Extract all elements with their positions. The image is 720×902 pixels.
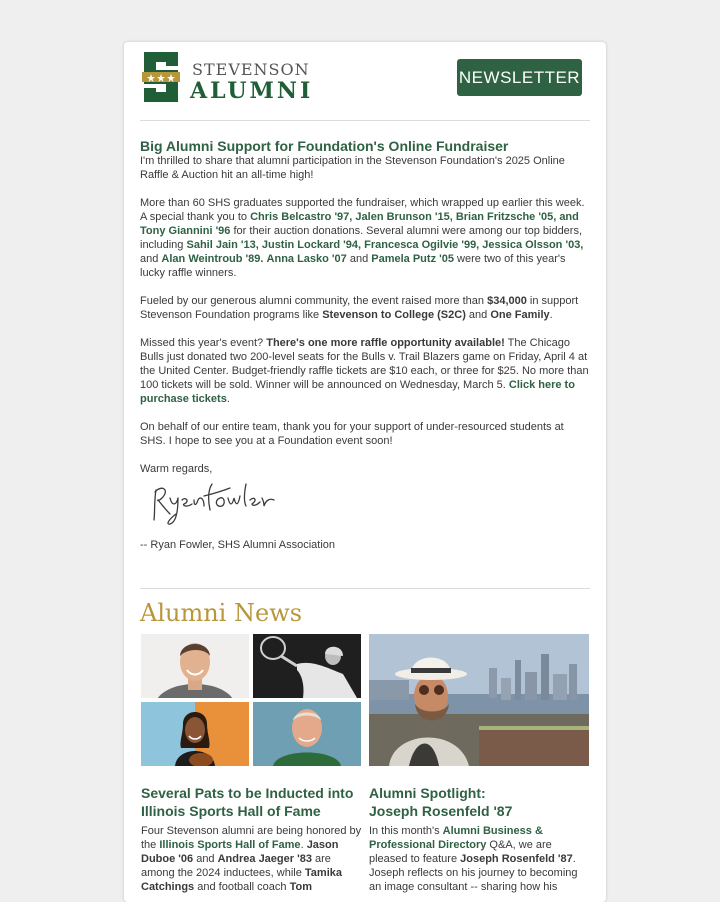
- photo-football-coach: [253, 702, 361, 766]
- winner-name-1: Anna Lasko '07: [266, 253, 347, 265]
- logo-text-stevenson: STEVENSON: [192, 60, 310, 79]
- text: .: [226, 393, 230, 405]
- text: More than 60 SHS graduates supported the fundraiser, which wrapped up earlier this week. A special thank you to: [140, 197, 585, 223]
- title-line-2: Joseph Rosenfeld '87: [369, 803, 513, 819]
- hall-of-fame-link[interactable]: Illinois Sports Hall of Fame: [159, 839, 301, 851]
- inductee-name: Andrea Jaeger '83: [217, 853, 312, 865]
- inductee-name: Tom: [289, 881, 312, 893]
- alumni-news-title: Alumni News: [140, 599, 303, 627]
- text: and: [193, 853, 218, 865]
- article-paragraph-3: [140, 294, 590, 322]
- text: in support Stevenson Foundation programs like: [140, 295, 579, 321]
- newsletter-badge[interactable]: NEWSLETTER: [457, 59, 582, 96]
- article-headline: Big Alumni Support for Foundation's Online Fundraiser: [140, 138, 509, 154]
- story-hall-of-fame: [141, 784, 363, 894]
- bidder-names: Sahil Jain '13, Justin Lockard '94, Francesca Ogilvie '99, Jessica Olsson '03,: [186, 239, 584, 251]
- text: and: [465, 309, 491, 321]
- program-name-one-family: One Family: [490, 309, 550, 321]
- text: for their auction donations. Several alumni were among our top bidders, including: [140, 225, 583, 251]
- main-article: [140, 138, 590, 566]
- text: In this month's: [369, 825, 443, 837]
- raffle-callout: There's one more raffle opportunity available!: [266, 337, 505, 349]
- text: The Chicago Bulls just donated two 200-level seats for the Bulls v. Trail Blazers game on Friday, April 4 at the United Center. Budget-friendly raffle tickets are $10 each, or three for $25. No more than 100 tickets will be sold. Winner will be announced on Wednesday, March 5.: [140, 337, 589, 391]
- photo-joseph-rosenfeld: [369, 634, 589, 766]
- bidder-name-last: Alan Weintroub '89.: [161, 253, 264, 265]
- text: are among the 2024 inductees, while: [141, 853, 331, 879]
- featured-alumnus-name: Joseph Rosenfeld '87: [460, 853, 573, 865]
- signature: [140, 480, 590, 532]
- inductee-name: Tamika Catchings: [141, 867, 342, 893]
- amount-raised: $34,000: [487, 295, 527, 307]
- text: Missed this year's event?: [140, 337, 267, 349]
- article-paragraph-4: [140, 336, 590, 406]
- text: Four Stevenson alumni are being honored by the: [141, 825, 362, 851]
- header-divider: [140, 120, 590, 121]
- header: [140, 48, 590, 112]
- text: and: [140, 253, 162, 265]
- program-name-s2c: Stevenson to College (S2C): [322, 309, 466, 321]
- photo-tamika-catchings: [141, 702, 249, 766]
- winner-name-2: Pamela Putz '05: [371, 253, 454, 265]
- text: Q&A, we are pleased to feature: [369, 839, 552, 865]
- title-line-1: Alumni Spotlight:: [369, 785, 486, 801]
- text: and: [346, 253, 372, 265]
- purchase-tickets-link[interactable]: Click here to purchase tickets: [140, 379, 575, 405]
- text: .: [300, 839, 307, 851]
- signoff: -- Ryan Fowler, SHS Alumni Association: [140, 539, 336, 551]
- text: . Joseph reflects on his journey to becoming an image consultant -- sharing how his: [369, 853, 578, 893]
- story-body-hall-of-fame: [141, 824, 363, 894]
- photo-andrea-jaeger: [253, 634, 361, 698]
- photo-jason-duboe: [141, 634, 249, 698]
- article-paragraph-2: [140, 196, 590, 280]
- business-directory-link[interactable]: Alumni Business & Professional Directory: [369, 825, 543, 851]
- text: and football coach: [194, 881, 290, 893]
- newsletter-card: [124, 42, 606, 902]
- logo-text-alumni: ALUMNI: [190, 78, 314, 104]
- story-title-hall-of-fame[interactable]: Several Pats to be Inducted into Illinois Sports Hall of Fame: [141, 785, 354, 819]
- inductee-name: Jason Duboe '06: [141, 839, 339, 865]
- story-body-alumni-spotlight: [369, 824, 589, 894]
- stevenson-s-logo-icon: [140, 48, 182, 106]
- article-paragraph-5: On behalf of our entire team, thank you for your support of under-resourced students at SHS. I hope to see you at a Foundation event soon!: [140, 421, 564, 447]
- story-alumni-spotlight: [369, 784, 589, 894]
- text: Fueled by our generous alumni community, the event raised more than: [140, 295, 488, 307]
- story-title-alumni-spotlight[interactable]: [369, 784, 589, 820]
- closing: Warm regards,: [140, 463, 213, 475]
- section-divider: [140, 588, 590, 589]
- text: .: [549, 309, 553, 321]
- text: were two of this year's lucky raffle winners.: [140, 253, 566, 279]
- donor-names: Chris Belcastro '97, Jalen Brunson '15, Brian Fritzsche '05, and Tony Giannini '96: [140, 211, 579, 237]
- article-paragraph-1: I'm thrilled to share that alumni participation in the Stevenson Foundation's 2025 Online Raffle & Auction hit an all-time high!: [140, 155, 565, 181]
- handwritten-signature-icon: [146, 476, 276, 528]
